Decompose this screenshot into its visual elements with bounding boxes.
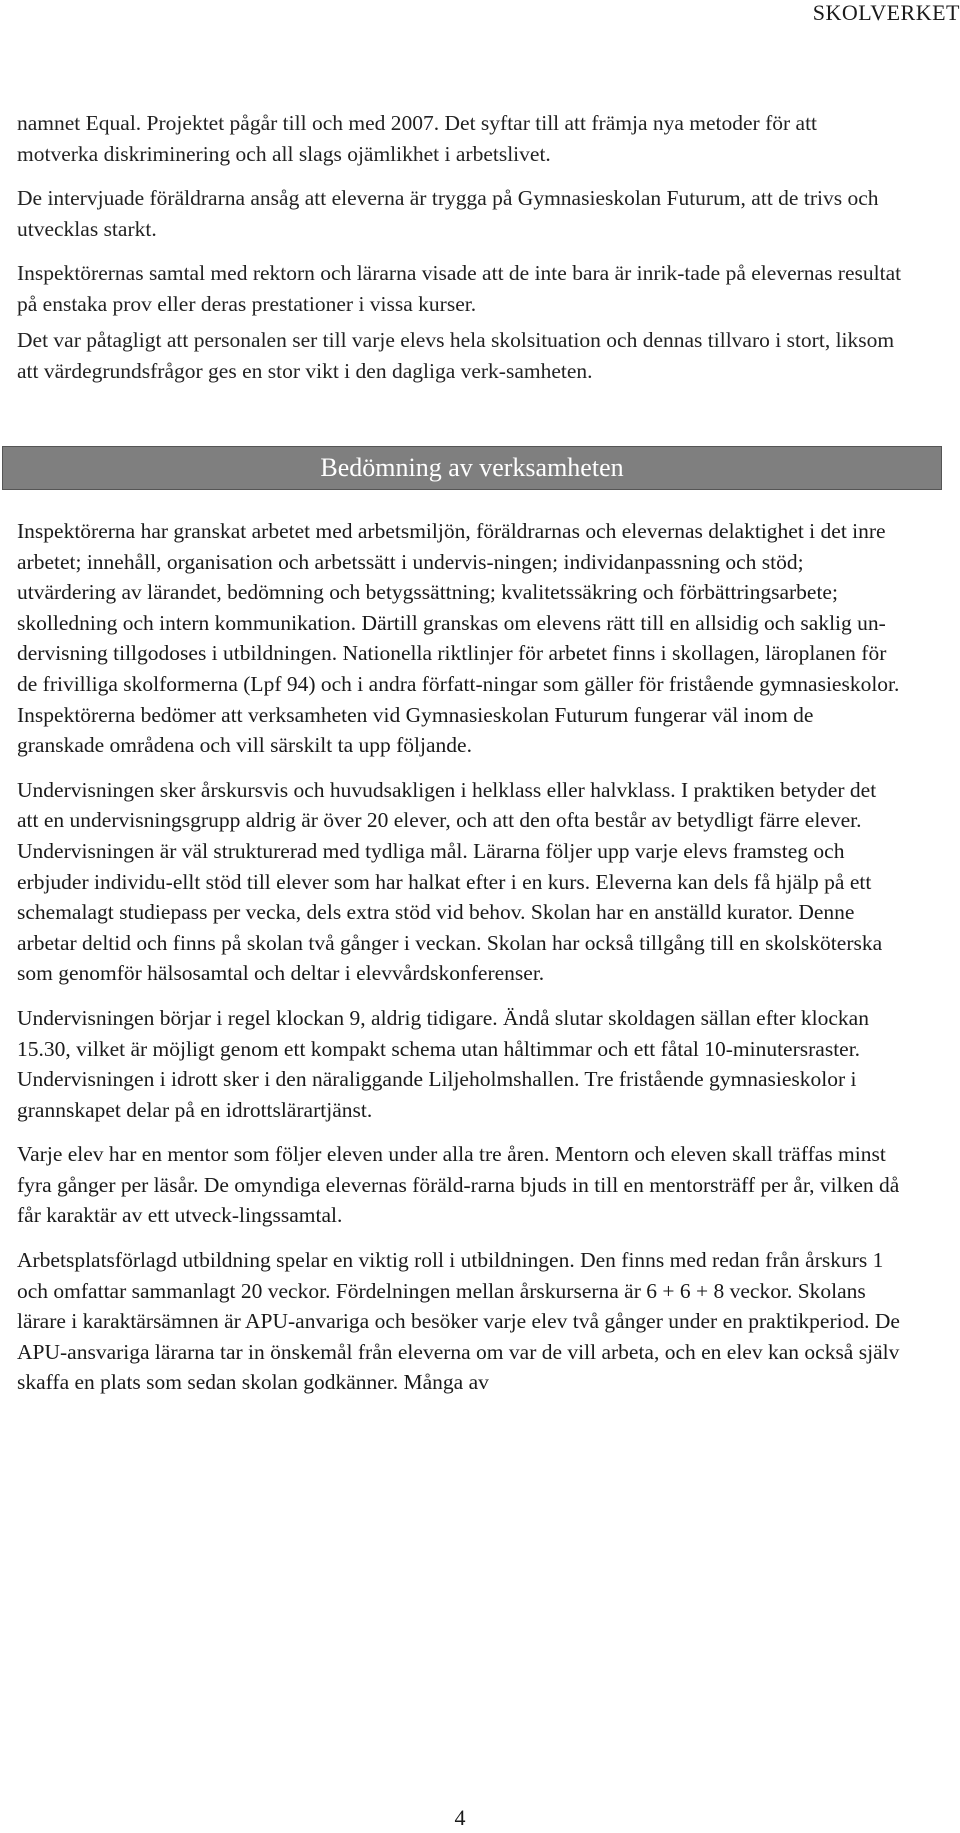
intro-paragraph: De intervjuade föräldrarna ansåg att eleverna är trygga på Gymnasieskolan Futurum, att de trivs och utvecklas starkt. [17,186,879,241]
page-number: 4 [454,1805,466,1830]
page-content [17,108,902,1412]
intro-paragraph: Inspektörernas samtal med rektorn och lärarna visade att de inte bara är inrik-tade på elevernas resultat på enstaka prov eller deras prestationer i vissa kurser. [17,261,902,316]
section-heading-bar [2,446,942,490]
running-header: SKOLVERKET [812,0,960,25]
body-paragraph: Undervisningen sker årskursvis och huvudsakligen i helklass eller halvklass. I praktiken betyder det att en undervisningsgrupp aldrig är över 20 elever, och att den ofta består av betydligt färre elever. Undervisningen är väl strukturerad med tydliga mål. Lärarna följer upp varje elevs framsteg och erbjuder individu-ellt stöd till elever som har halkat efter i en kurs. Eleverna kan dels få hjälp på ett schemalagt studiepass per vecka, dels extra stöd vid behov. Skolan har en anställd kurator. Denne arbetar deltid och finns på skolan två gånger i veckan. Skolan har också tillgång till en skolsköterska som genomför hälsosamtal och deltar i elevvårdskonferenser. [17,777,883,986]
body-paragraph: Undervisningen börjar i regel klockan 9, aldrig tidigare. Ändå slutar skoldagen sällan efter klockan 15.30, vilket är möjligt genom ett kompakt schema utan håltimmar och ett fåtal 10-minutersraster. Undervisningen i idrott sker i den näraliggande Liljeholmshallen. Tre fristående gymnasieskolor i grannskapet delar på en idrottslärartjänst. [17,1005,869,1122]
intro-paragraph: namnet Equal. Projektet pågår till och med 2007. Det syftar till att främja nya metoder för att motverka diskriminering och all slags ojämlikhet i arbetslivet. [17,111,818,166]
section-heading: Bedömning av verksamheten [320,453,624,482]
body-paragraph: Varje elev har en mentor som följer eleven under alla tre åren. Mentorn och eleven skall träffas minst fyra gånger per läsår. De omyndiga elevernas föräld-rarna bjuds in till en mentorsträff per år, vilken då får karaktär av ett utveck-lingssamtal. [17,1142,900,1228]
body-paragraph: Inspektörerna har granskat arbetet med arbetsmiljön, föräldrarnas och elevernas delaktighet i det inre arbetet; innehåll, organisation och arbetssätt i undervis-ningen; individanpassning och stöd; utvärdering av lärandet, bedömning och betygssättning; kvalitetssäkring och förbättringsarbete; skolledning och intern kommunikation. Därtill granskas om elevens rätt till en allsidig och saklig un-dervisning tillgodoses i utbildningen. Nationella riktlinjer för arbetet finns i skollagen, läroplanen för de frivilliga skolformerna (Lpf 94) och i andra författ-ningar som gäller för fristående gymnasieskolor. Inspektörerna bedömer att verksamheten vid Gymnasieskolan Futurum fungerar väl inom de granskade områdena och vill särskilt ta upp följande. [17,519,900,758]
intro-section [17,108,902,386]
intro-paragraph: Det var påtagligt att personalen ser till varje elevs hela skolsituation och dennas tillvaro i stort, liksom att värdegrundsfrågor ges en stor vikt i den dagliga verk-samheten. [17,328,895,383]
assessment-section [17,516,902,1398]
body-paragraph: Arbetsplatsförlagd utbildning spelar en viktig roll i utbildningen. Den finns med redan från årskurs 1 och omfattar sammanlagt 20 veckor. Fördelningen mellan årskurserna är 6 + 6 + 8 veckor. Skolans lärare i karaktärsämnen är APU-anvariga och besöker varje elev två gånger under en praktikperiod. De APU-ansvariga lärarna tar in önskemål från eleverna om var de vill arbeta, och en elev kan också själv skaffa en plats som sedan skolan godkänner. Många av [17,1248,900,1395]
